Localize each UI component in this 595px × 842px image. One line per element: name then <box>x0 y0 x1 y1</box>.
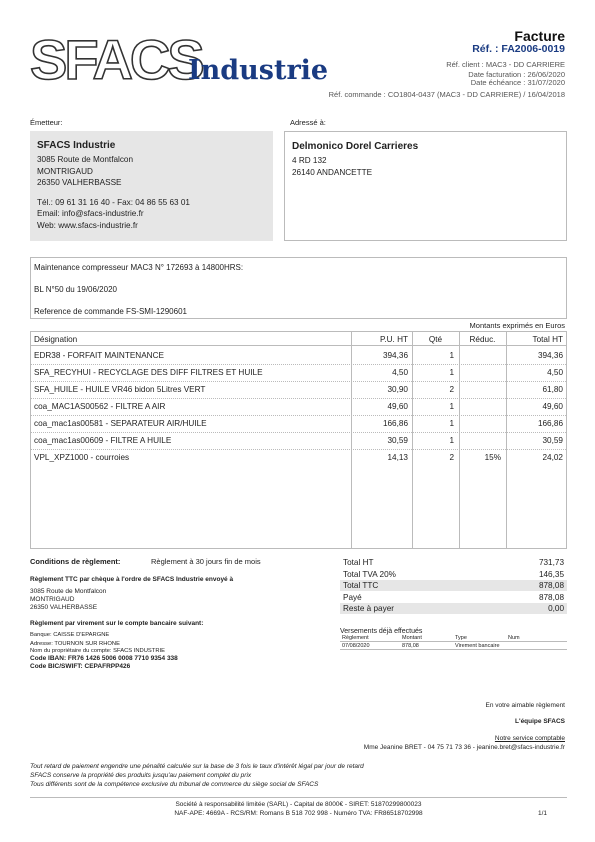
row-divider <box>31 449 566 450</box>
item-total: 24,02 <box>542 453 563 462</box>
payments-header-row <box>340 635 567 642</box>
item-quantity: 1 <box>449 351 454 360</box>
line-items-table <box>30 331 567 549</box>
item-designation: coa_mac1as00581 - SEPARATEUR AIR/HUILE <box>34 419 207 428</box>
logo-wordmark: SFACS <box>30 28 202 91</box>
header-discount: Réduc. <box>469 335 496 344</box>
emitter-address-line: 3085 Route de Montfalcon <box>37 155 134 164</box>
item-quantity: 1 <box>449 419 454 428</box>
item-unit-price: 49,60 <box>387 402 408 411</box>
cheque-address-line: 3085 Route de Montfalcon <box>30 588 107 595</box>
total-row <box>340 580 567 591</box>
delivery-note: BL N°50 du 19/06/2020 <box>34 285 117 294</box>
emitter-website: Web: www.sfacs-industrie.fr <box>37 220 138 230</box>
total-label: Reste à payer <box>343 604 394 613</box>
item-discount: 15% <box>484 453 501 462</box>
item-unit-price: 30,59 <box>387 436 408 445</box>
invoice-date: Date facturation : 26/06/2020 <box>468 70 565 79</box>
emitter-block <box>30 131 273 241</box>
header-total: Total HT <box>532 335 563 344</box>
payments-header-amount: Montant <box>402 635 422 641</box>
footer-registration: NAF-APE: 4669A - RCS/RM: Romans B 518 702 998 - Numéro TVA: FR86518702998 <box>174 810 423 817</box>
maintenance-note: Maintenance compresseur MAC3 N° 172693 à 14800HRS: <box>34 263 244 272</box>
total-row <box>340 592 567 603</box>
item-unit-price: 4,50 <box>392 368 408 377</box>
bic-swift: Code BIC/SWIFT: CEPAFRPP426 <box>30 663 131 670</box>
item-total: 49,60 <box>542 402 563 411</box>
payment-terms-value: Règlement à 30 jours fin de mois <box>151 557 261 566</box>
total-label: Total TVA 20% <box>343 569 396 579</box>
recipient-address-line: 4 RD 132 <box>292 156 327 165</box>
row-divider <box>31 432 566 433</box>
cheque-address-line: 26350 VALHERBASSE <box>30 604 98 611</box>
item-total: 394,36 <box>537 351 563 360</box>
payments-title: Versements déjà effectués <box>340 628 423 635</box>
total-value: 0,00 <box>548 604 564 613</box>
currency-note: Montants exprimés en Euros <box>469 321 565 330</box>
order-reference-note: Reference de commande FS-SMI-1290601 <box>34 307 187 316</box>
item-designation: coa_mac1as00609 - FILTRE A HUILE <box>34 436 172 445</box>
emitter-label: Émetteur: <box>30 118 63 127</box>
cheque-address-line: MONTRIGAUD <box>30 596 75 603</box>
closing-greeting: En votre aimable règlement <box>485 702 565 709</box>
item-designation: EDR38 - FORFAIT MAINTENANCE <box>34 351 164 360</box>
total-row <box>340 557 567 568</box>
cheque-instructions: Règlement TTC par chèque à l'ordre de SFACS Industrie envoyé à <box>30 576 234 583</box>
item-designation: VPL_XPZ1000 - courroies <box>34 453 130 462</box>
emitter-address-line: 26350 VALHERBASSE <box>37 178 122 187</box>
total-value: 878,08 <box>538 581 564 590</box>
item-designation: coa_MAC1AS00562 - FILTRE A AIR <box>34 402 166 411</box>
header-unit-price: P.U. HT <box>379 335 408 344</box>
item-unit-price: 166,86 <box>382 419 408 428</box>
item-designation: SFA_HUILE - HUILE VR46 bidon 5Litres VERT <box>34 385 206 394</box>
payments-header-type: Type <box>455 635 467 641</box>
legal-jurisdiction: Tous différents sont de la compétence exclusive du tribunal de commerce du siège social de SFACS <box>30 781 319 788</box>
total-label: Total HT <box>343 558 374 567</box>
total-label: Payé <box>343 592 362 602</box>
transfer-instructions: Règlement par virement sur le compte bancaire suivant: <box>30 620 204 627</box>
bank-name: Banque: CAISSE D'EPARGNE <box>30 632 110 638</box>
item-unit-price: 14,13 <box>387 453 408 462</box>
invoice-reference: Réf. : FA2006-0019 <box>472 43 565 55</box>
total-value: 146,35 <box>538 569 564 579</box>
item-total: 4,50 <box>547 368 563 377</box>
item-unit-price: 30,90 <box>387 385 408 394</box>
order-reference: Réf. commande : CO1804-0437 (MAC3 - DD CARRIERE) / 16/04/2018 <box>328 90 565 99</box>
total-value: 731,73 <box>538 558 564 567</box>
account-owner: Nom du propriétaire du compte: SFACS INDUSTRIE <box>30 648 165 654</box>
logo-subtitle: Industrie <box>188 55 329 86</box>
item-quantity: 1 <box>449 402 454 411</box>
iban: Code IBAN: FR76 1426 5006 0008 7710 9354 338 <box>30 655 178 662</box>
bank-address: Adresse: TOURNON SUR RHONE <box>30 641 120 647</box>
payments-header-num: Num <box>508 635 520 641</box>
item-quantity: 1 <box>449 436 454 445</box>
legal-late-payment: Tout retard de paiement engendre une pénalité calculée sur la base de 3 fois le taux d'intérêt légal par jour de retard <box>30 763 364 770</box>
item-unit-price: 394,36 <box>382 351 408 360</box>
total-label: Total TTC <box>343 581 379 590</box>
emitter-address-line: MONTRIGAUD <box>37 166 93 176</box>
total-value: 878,08 <box>538 592 564 602</box>
due-date: Date échéance : 31/07/2020 <box>470 78 565 87</box>
item-total: 166,86 <box>537 419 563 428</box>
client-reference: Réf. client : MAC3 - DD CARRIERE <box>446 60 565 69</box>
emitter-phone: Tél.: 09 61 31 16 40 - Fax: 04 86 55 63 01 <box>37 197 190 207</box>
page-number: 1/1 <box>537 810 547 817</box>
item-total: 30,59 <box>542 436 563 445</box>
closing-team: L'équipe SFACS <box>515 718 565 725</box>
item-total: 61,80 <box>542 385 563 394</box>
company-logo <box>30 28 329 92</box>
row-divider <box>31 364 566 365</box>
recipient-name: Delmonico Dorel Carrieres <box>292 141 419 152</box>
legal-ownership: SFACS conserve la propriété des produits jusqu'au paiement complet du prix <box>30 772 252 779</box>
payment-type: Virement bancaire <box>455 643 500 649</box>
header-designation: Désignation <box>34 335 78 344</box>
item-designation: SFA_RECYHUI - RECYCLAGE DES DIFF FILTRES ET HUILE <box>34 368 263 377</box>
recipient-block <box>284 131 567 241</box>
header-quantity: Qté <box>428 335 443 344</box>
payment-row <box>340 643 567 650</box>
emitter-email: Email: info@sfacs-industrie.fr <box>37 209 144 218</box>
accounting-service: Notre service comptable <box>494 735 565 742</box>
row-divider <box>31 415 566 416</box>
item-quantity: 2 <box>449 385 454 394</box>
payment-terms-label: Conditions de règlement: <box>30 557 121 566</box>
footer-divider <box>30 797 567 798</box>
document-title: Facture <box>514 28 565 44</box>
recipient-label: Adressé à: <box>290 118 326 127</box>
total-row <box>340 603 567 614</box>
item-quantity: 2 <box>449 453 454 462</box>
row-divider <box>31 381 566 382</box>
accounting-contact: Mme Jeanine BRET - 04 75 71 73 36 - jeanine.bret@sfacs-industrie.fr <box>363 744 565 751</box>
total-row <box>340 569 567 580</box>
payment-settlement: 07/08/2020 <box>342 643 370 649</box>
recipient-address-line: 26140 ANDANCETTE <box>292 167 373 177</box>
item-quantity: 1 <box>449 368 454 377</box>
payments-header-settlement: Règlement <box>342 635 369 641</box>
emitter-name: SFACS Industrie <box>37 140 116 151</box>
invoice-notes <box>30 257 567 319</box>
footer-company-info: Société à responsabilité limitée (SARL) - Capital de 8000€ - SIRET: 51870299800023 <box>175 801 422 808</box>
payment-amount: 878,08 <box>402 643 419 649</box>
row-divider <box>31 398 566 399</box>
